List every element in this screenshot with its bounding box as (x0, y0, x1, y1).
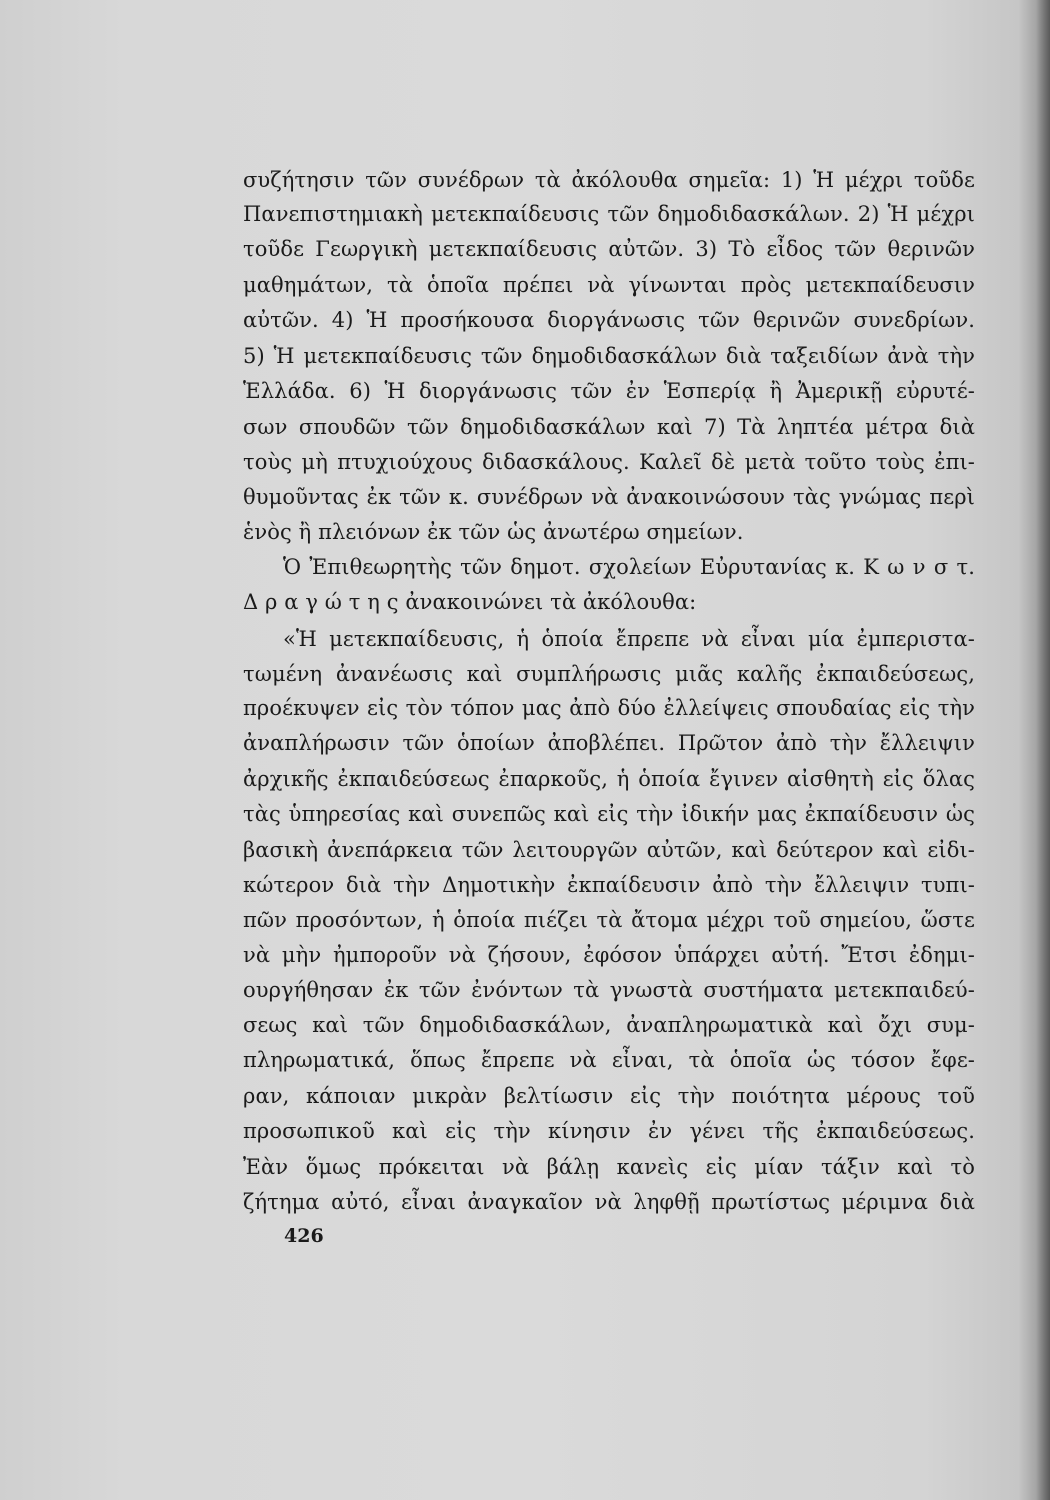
text-line: σων σπουδῶν τῶν δημοδιδασκάλων καὶ 7) Τὰ ληπτέα μέτρα διὰ (243, 415, 975, 439)
text-line: προσωπικοῦ καὶ εἰς τὴν κίνησιν ἐν γένει τῆς ἐκπαιδεύσεως. (243, 1119, 975, 1143)
text-line: Πανεπιστημιακὴ μετεκπαίδευσις τῶν δημοδιδασκάλων. 2) Ἡ μέχρι (243, 202, 975, 226)
text-line: προέκυψεν εἰς τὸν τόπον μας ἀπὸ δύο ἐλλείψεις σπουδαίας εἰς τὴν (243, 696, 975, 720)
text-line: σεως καὶ τῶν δημοδιδασκάλων, ἀναπληρωματικὰ καὶ ὄχι συμ- (243, 1013, 975, 1037)
text-line: ἑνὸς ἢ πλειόνων ἐκ τῶν ὡς ἀνωτέρω σημείων. (243, 520, 744, 544)
text-line: ἀναπλήρωσιν τῶν ὁποίων ἀποβλέπει. Πρῶτον ἀπὸ τὴν ἔλλειψιν (243, 731, 975, 755)
text-line: 5) Ἡ μετεκπαίδευσις τῶν δημοδιδασκάλων διὰ ταξειδίων ἀνὰ τὴν (243, 344, 975, 368)
text-line: βασικὴ ἀνεπάρκεια τῶν λειτουργῶν αὐτῶν, καὶ δεύτερον καὶ εἰδι- (243, 838, 975, 862)
text-line: πληρωματικά, ὅπως ἔπρεπε νὰ εἶναι, τὰ ὁποῖα ὡς τόσον ἔφε- (243, 1048, 975, 1072)
text-line: πῶν προσόντων, ἡ ὁποία πιέζει τὰ ἄτομα μέχρι τοῦ σημείου, ὥστε (243, 908, 975, 932)
text-line: Δ ρ α γ ώ τ η ς ἀνακοινώνει τὰ ἀκόλουθα: (243, 590, 697, 614)
text-line: τωμένη ἀνανέωσις καὶ συμπλήρωσις μιᾶς καλῆς ἐκπαιδεύσεως, (243, 662, 975, 686)
text-line: τὰς ὑπηρεσίας καὶ συνεπῶς καὶ εἰς τὴν ἰδικήν μας ἐκπαίδευσιν ὡς (243, 802, 975, 826)
text-line: τοὺς μὴ πτυχιούχους διδασκάλους. Καλεῖ δὲ μετὰ τοῦτο τοὺς ἐπι- (243, 450, 975, 474)
text-line: Ἑλλάδα. 6) Ἡ διοργάνωσις τῶν ἐν Ἑσπερίᾳ ἢ Ἀμερικῇ εὐρυτέ- (243, 379, 975, 403)
text-line: αὐτῶν. 4) Ἡ προσήκουσα διοργάνωσις τῶν θερινῶν συνεδρίων. (243, 308, 975, 332)
text-line: Ὁ Ἐπιθεωρητὴς τῶν δημοτ. σχολείων Εὐρυτανίας κ. Κ ω ν σ τ. (283, 555, 975, 579)
page-number: 426 (284, 1225, 324, 1247)
text-line: Ἐὰν ὅμως πρόκειται νὰ βάλῃ κανεὶς εἰς μίαν τάξιν καὶ τὸ (243, 1155, 975, 1179)
text-line: κώτερον διὰ τὴν Δημοτικὴν ἐκπαίδευσιν ἀπὸ τὴν ἔλλειψιν τυπι- (243, 873, 975, 897)
text-line: ραν, κάποιαν μικρὰν βελτίωσιν εἰς τὴν ποιότητα μέρους τοῦ (243, 1084, 975, 1108)
text-line: τοῦδε Γεωργικὴ μετεκπαίδευσις αὐτῶν. 3) Τὸ εἶδος τῶν θερινῶν (243, 237, 975, 261)
text-line: ζήτημα αὐτό, εἶναι ἀναγκαῖον νὰ ληφθῇ πρωτίστως μέριμνα διὰ (243, 1190, 975, 1214)
text-line: μαθημάτων, τὰ ὁποῖα πρέπει νὰ γίνωνται πρὸς μετεκπαίδευσιν (243, 273, 975, 297)
text-line: θυμοῦντας ἐκ τῶν κ. συνέδρων νὰ ἀνακοινώσουν τὰς γνώμας περὶ (243, 485, 975, 509)
text-line: νὰ μὴν ἠμποροῦν νὰ ζήσουν, ἐφόσον ὑπάρχει αὐτή. Ἔτσι ἐδημι- (243, 943, 975, 967)
text-line: «Ἡ μετεκπαίδευσις, ἡ ὁποία ἔπρεπε νὰ εἶναι μία ἐμπεριστα- (283, 627, 975, 651)
text-line: ἀρχικῆς ἐκπαιδεύσεως ἐπαρκοῦς, ἡ ὁποία ἔγινεν αἰσθητὴ εἰς ὅλας (243, 767, 975, 791)
text-line: ουργήθησαν ἐκ τῶν ἐνόντων τὰ γνωστὰ συστήματα μετεκπαιδεύ- (243, 978, 975, 1002)
page-edge-shadow (1036, 0, 1050, 1500)
text-line: συζήτησιν τῶν συνέδρων τὰ ἀκόλουθα σημεῖα: 1) Ἡ μέχρι τοῦδε (243, 168, 975, 192)
